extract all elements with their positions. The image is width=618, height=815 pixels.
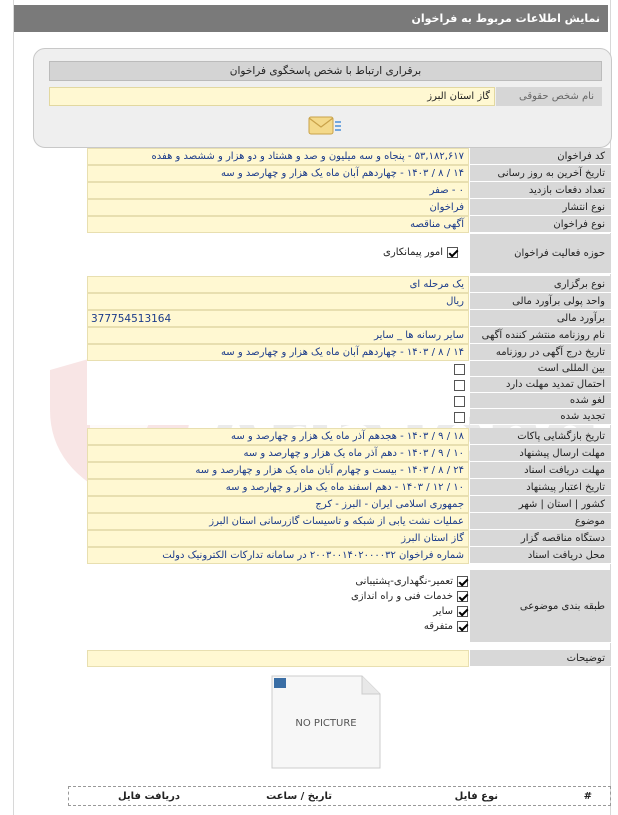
extension-label: احتمال تمدید مهلت دارد xyxy=(470,377,611,393)
renewed-label: تجدید شده xyxy=(470,409,611,425)
location-value: جمهوری اسلامی ایران - البرز - کرج xyxy=(87,496,469,513)
activity-value: امور پیمانکاری xyxy=(383,247,443,258)
category-option-3 xyxy=(433,606,468,617)
category-option-4 xyxy=(424,621,468,632)
ad-date-value: ۱۴ / ۸ / ۱۴۰۳ - چهاردهم آبان ماه یک هزار و چهارصد و سه xyxy=(87,344,469,361)
legal-name-label: نام شخص حقوقی xyxy=(496,87,602,106)
category-text-2: خدمات فنی و راه اندازی xyxy=(350,591,453,602)
col-download: دریافت فایل xyxy=(118,790,180,802)
contact-heading: برقراری ارتباط با شخص پاسخگوی فراخوان xyxy=(49,61,602,81)
update-value: ۱۴ / ۸ / ۱۴۰۳ - چهاردهم آبان ماه یک هزار و چهارصد و سه xyxy=(87,165,469,182)
no-picture-image xyxy=(270,674,382,770)
deadline-value: ۱۰ / ۹ / ۱۴۰۳ - دهم آذر ماه یک هزار و چهارصد و سه xyxy=(87,445,469,462)
doc-deadline-value: ۲۴ / ۸ / ۱۴۰۳ - بیست و چهارم آبان ماه یک هزار و چهارصد و سه xyxy=(87,462,469,479)
cancelled-label: لغو شده xyxy=(470,393,611,409)
category-label: طبقه بندی موضوعی xyxy=(470,570,611,643)
legal-name-value: گاز استان البرز xyxy=(49,87,495,106)
visits-label: تعداد دفعات بازدید xyxy=(470,182,611,199)
deadline-label: مهلت ارسال پیشنهاد xyxy=(470,445,611,462)
no-picture-text: NO PICTURE xyxy=(295,718,357,729)
col-date-time: تاریخ / ساعت xyxy=(266,790,332,802)
col-file-type: نوع فایل xyxy=(454,790,498,802)
international-checkbox[interactable] xyxy=(454,364,465,375)
newspaper-value: سایر رسانه ها _ سایر xyxy=(87,327,469,344)
doc-place-label: محل دریافت اسناد xyxy=(470,547,611,564)
description-value xyxy=(87,650,469,667)
location-label: کشور | استان | شهر xyxy=(470,496,611,513)
category-checkbox-2[interactable] xyxy=(457,591,468,602)
category-checkbox-3[interactable] xyxy=(457,606,468,617)
currency-value: ریال xyxy=(87,293,469,310)
extension-checkbox[interactable] xyxy=(454,380,465,391)
subject-label: موضوع xyxy=(470,513,611,530)
category-text-1: تعمیر-نگهداری-پشتیبانی xyxy=(355,576,453,587)
page-title: نمایش اطلاعات مربوط به فراخوان xyxy=(14,5,608,32)
holding-label: نوع برگزاری xyxy=(470,276,611,293)
opening-label: تاریخ بازگشایی پاکات xyxy=(470,428,611,445)
organizer-label: دستگاه مناقصه گزار xyxy=(470,530,611,547)
category-checkbox-1[interactable] xyxy=(457,576,468,587)
doc-place-value: شماره فراخوان ۲۰۰۳۰۰۱۴۰۲۰۰۰۰۳۲ در سامانه تدارکات الکترونیک دولت xyxy=(87,547,469,564)
code-value: ۵۳,۱۸۲,۶۱۷ - پنجاه و سه میلیون و صد و هشتاد و دو هزار و ششصد و هفده xyxy=(87,148,469,165)
category-text-3: سایر xyxy=(433,606,453,617)
ad-date-label: تاریخ درج آگهی در روزنامه xyxy=(470,344,611,361)
activity-option xyxy=(383,247,458,258)
update-label: تاریخ آخرین به روز رسانی xyxy=(470,165,611,182)
code-label: کد فراخوان xyxy=(470,148,611,165)
files-table-header xyxy=(68,786,611,806)
image-badge-icon xyxy=(274,678,286,688)
activity-label: حوزه فعالیت فراخوان xyxy=(470,234,611,274)
description-label: توضیحات xyxy=(470,650,611,667)
category-checkbox-4[interactable] xyxy=(457,621,468,632)
currency-label: واحد پولی برآورد مالی xyxy=(470,293,611,310)
category-option-1 xyxy=(355,576,468,587)
doc-deadline-label: مهلت دریافت اسناد xyxy=(470,462,611,479)
activity-checkbox[interactable] xyxy=(447,247,458,258)
category-text-4: متفرقه xyxy=(423,621,453,632)
visits-value: ۰ - صفر xyxy=(87,182,469,199)
publish-type-value: فراخوان xyxy=(87,199,469,216)
international-label: بین المللی است xyxy=(470,361,611,377)
category-option-2 xyxy=(351,591,468,602)
estimate-label: برآورد مالی xyxy=(470,310,611,327)
envelope-icon[interactable] xyxy=(307,114,343,138)
opening-value: ۱۸ / ۹ / ۱۴۰۳ - هجدهم آذر ماه یک هزار و چهارصد و سه xyxy=(87,428,469,445)
estimate-value: 377754513164 xyxy=(87,310,469,327)
validity-label: تاریخ اعتبار پیشنهاد xyxy=(470,479,611,496)
publish-type-label: نوع انتشار xyxy=(470,199,611,216)
call-type-label: نوع فراخوان xyxy=(470,216,611,233)
subject-value: عملیات نشت یابی از شبکه و تاسیسات گازرسانی استان البرز xyxy=(87,513,469,530)
holding-value: یک مرحله ای xyxy=(87,276,469,293)
cancelled-checkbox[interactable] xyxy=(454,396,465,407)
validity-value: ۱۰ / ۱۲ / ۱۴۰۳ - دهم اسفند ماه یک هزار و چهارصد و سه xyxy=(87,479,469,496)
organizer-value: گاز استان البرز xyxy=(87,530,469,547)
col-number: # xyxy=(583,790,592,802)
call-type-value: آگهی مناقصه xyxy=(87,216,469,233)
renewed-checkbox[interactable] xyxy=(454,412,465,423)
newspaper-label: نام روزنامه منتشر کننده آگهی xyxy=(470,327,611,344)
